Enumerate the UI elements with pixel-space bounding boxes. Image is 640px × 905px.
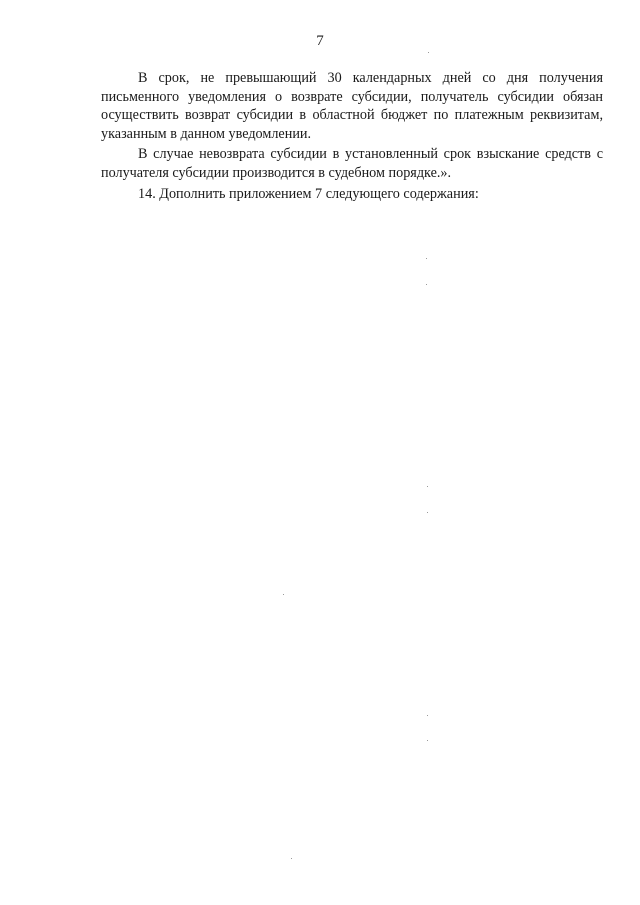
paragraph-subsidy-return-deadline: В срок, не превышающий 30 календарных дней со дня получения письменного уведомления о возврате субсидии, получатель субсидии обязан осуществить возврат субсидии в областной бюджет по платежным реквизитам, указанным в данном уведомлении. — [101, 70, 603, 142]
scan-speck — [426, 258, 427, 259]
scan-speck — [427, 512, 428, 513]
scan-speck — [427, 740, 428, 741]
scan-speck — [428, 52, 429, 53]
page-number: 7 — [316, 33, 324, 49]
scan-speck — [426, 284, 427, 285]
paragraph-judicial-recovery: В случае невозврата субсидии в установленный срок взыскание средств с получателя субсидии производится в судебном порядке.». — [101, 146, 603, 181]
scan-speck — [291, 858, 292, 859]
document-body — [101, 69, 603, 203]
scan-speck — [427, 715, 428, 716]
scan-speck — [427, 486, 428, 487]
paragraph-appendix-addition: 14. Дополнить приложением 7 следующего содержания: — [138, 185, 479, 202]
scan-speck — [283, 594, 284, 595]
